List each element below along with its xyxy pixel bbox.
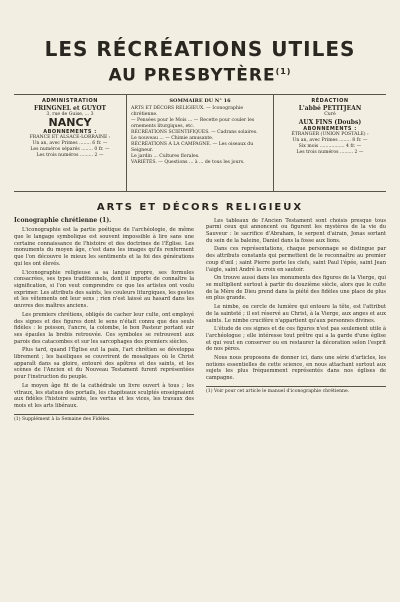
summary-block: SOMMAIRE DU N° 16 ARTS ET DÉCORS RELIGIEUX. — Iconographie chrétienne. — Pensées pour le Mois ... — Recette pour couler les ornements liturgiques, etc. RÉCRÉATIONS SCIENTIFIQUES. — Cadrans solaires. Le nouveau ... — Chimie amusante. RÉCRÉATIONS A LA CAMPAGNE. — Les oiseaux du Seigneur. Le jardin ... Cultures florales. VARIÉTÉS. — Questions ... à ... de tous les jours. <box>126 95 274 191</box>
article-footnote: (1) Voir pour cet article le manuel d'iconographie chrétienne. <box>206 386 386 395</box>
article-subtitle: Iconographie chrétienne (1). <box>14 216 112 224</box>
paragraph: Le nimbe, ou cercle de lumière qui entoure la tête, est l'attribut de la sainteté ; il est réservé au Christ, à la Vierge, aux anges et aux saints. Le nimbe crucifère n'appartient qu'aux personnes divines. <box>206 304 386 324</box>
paragraph: Les tableaux de l'Ancien Testament sont choisis presque tous parmi ceux qui annoncent ou figurent les mystères de la vie du Sauveur : le sacrifice d'Abraham, le serpent d'airain, Jonas sortant du sein de la baleine, Daniel dans la fosse aux lions. <box>206 217 386 244</box>
page-footnote: (1) Supplément à la Semaine des Fidèles. <box>14 414 194 423</box>
paragraph: L'iconographie est la partie poétique de l'archéologie, de même que le langage symbolique est souvent impossible à lire sans une certaine connaissance de l'histoire et des doctrines de l'Église. Les monuments du moyen âge, c'est dans les images qu'ils renferment que l'on découvre le mieux les sentiments et la foi des générations qui les ont élevés. <box>14 227 194 267</box>
paragraph: Nous nous proposons de donner ici, dans une série d'articles, les notions essentielles de cette science, en nous attachant surtout aux sujets les plus fréquemment représentés dans nos églises de campagne. <box>206 355 386 382</box>
article-columns <box>14 218 386 423</box>
article-right-column <box>206 218 386 423</box>
article-left-column <box>14 218 194 423</box>
paragraph: L'étude de ces signes et de ces figures n'est pas seulement utile à l'archéologue ; elle intéresse tout prêtre qui a la garde d'une église et qui veut en conserver ou en restaurer la décoration selon l'esprit de nos pères. <box>206 326 386 353</box>
newspaper-page <box>14 10 386 592</box>
paragraph: Les premiers chrétiens, obligés de cacher leur culte, ont employé des signes et des figures dont le sens n'était connu que des seuls fidèles : le poisson, l'ancre, la colombe, le bon Pasteur portant sur ses épaules la brebis retrouvée. Ces symboles se retrouvent aux parois des catacombes et sur les sarcophages des premiers siècles. <box>14 311 194 345</box>
redaction-block: RÉDACTION L'abbé PETITJEAN Curé AUX FINS (Doubs) ABONNEMENTS : ÉTRANGER (UNION POSTALE) : Un an, avec Primes ........ 8 fr. — Six mois ................. 4 fr. — Les trois numéros ......... 2 — <box>274 95 386 191</box>
publication-subtitle: AU PRESBYTÈRE$^{(1)}$ <box>108 65 292 86</box>
paragraph: On trouve aussi dans les monuments des figures de la Vierge, qui se multiplient surtout à partir du douzième siècle, alors que le culte de la Mère de Dieu prend dans la piété des fidèles une place de plus en plus grande. <box>206 275 386 302</box>
paragraph: L'iconographie religieuse a sa langue propre, ses formules consacrées, ses types traditionnels, dont il importe de connaître la signification, si l'on veut comprendre ce que les artistes ont voulu exprimer. Les attributs des saints, les couleurs liturgiques, les gestes et les vêtements ont leur sens ; rien n'est laissé au hasard dans les œuvres des maîtres anciens. <box>14 269 194 310</box>
admin-city: NANCY <box>48 115 92 129</box>
paragraph: Dans ces représentations, chaque personnage se distingue par des attributs constants qui permettent de le reconnaître au premier coup d'œil ; saint Pierre porte les clefs, saint Paul l'épée, saint Jean l'aigle, saint André la croix en sautoir. <box>206 246 386 273</box>
paragraph: Le moyen âge fit de la cathédrale un livre ouvert à tous ; les vitraux, les statues des portails, les chapiteaux sculptés enseignaient aux fidèles l'histoire sainte, les vertus et les vices, les travaux des mois et les arts libéraux. <box>14 382 194 409</box>
paragraph: Plus tard, quand l'Église eut la paix, l'art chrétien se développa librement ; les basiliques se couvrirent de mosaïques où le Christ apparaît dans sa gloire, entouré des apôtres et des saints, et les scènes de l'Ancien et du Nouveau Testament furent représentées pour l'instruction du peuple. <box>14 347 194 381</box>
section-title: ARTS ET DÉCORS RELIGIEUX <box>96 201 304 213</box>
masthead <box>14 94 386 192</box>
redaction-city: AUX FINS (Doubs) <box>298 118 362 126</box>
administration-block: ADMINISTRATION FRINGNEL et GUYOT 3, rue de Guise, ... 3 NANCY ABONNEMENTS : FRANCE ET ALSACE-LORRAINE : Un an, avec Primes ........ 6 fr. — Les numéros séparés ........ 0 fr. — Les trois numéros ......... 2 — <box>14 95 126 191</box>
publication-title: LES RÉCRÉATIONS UTILES <box>44 37 356 61</box>
